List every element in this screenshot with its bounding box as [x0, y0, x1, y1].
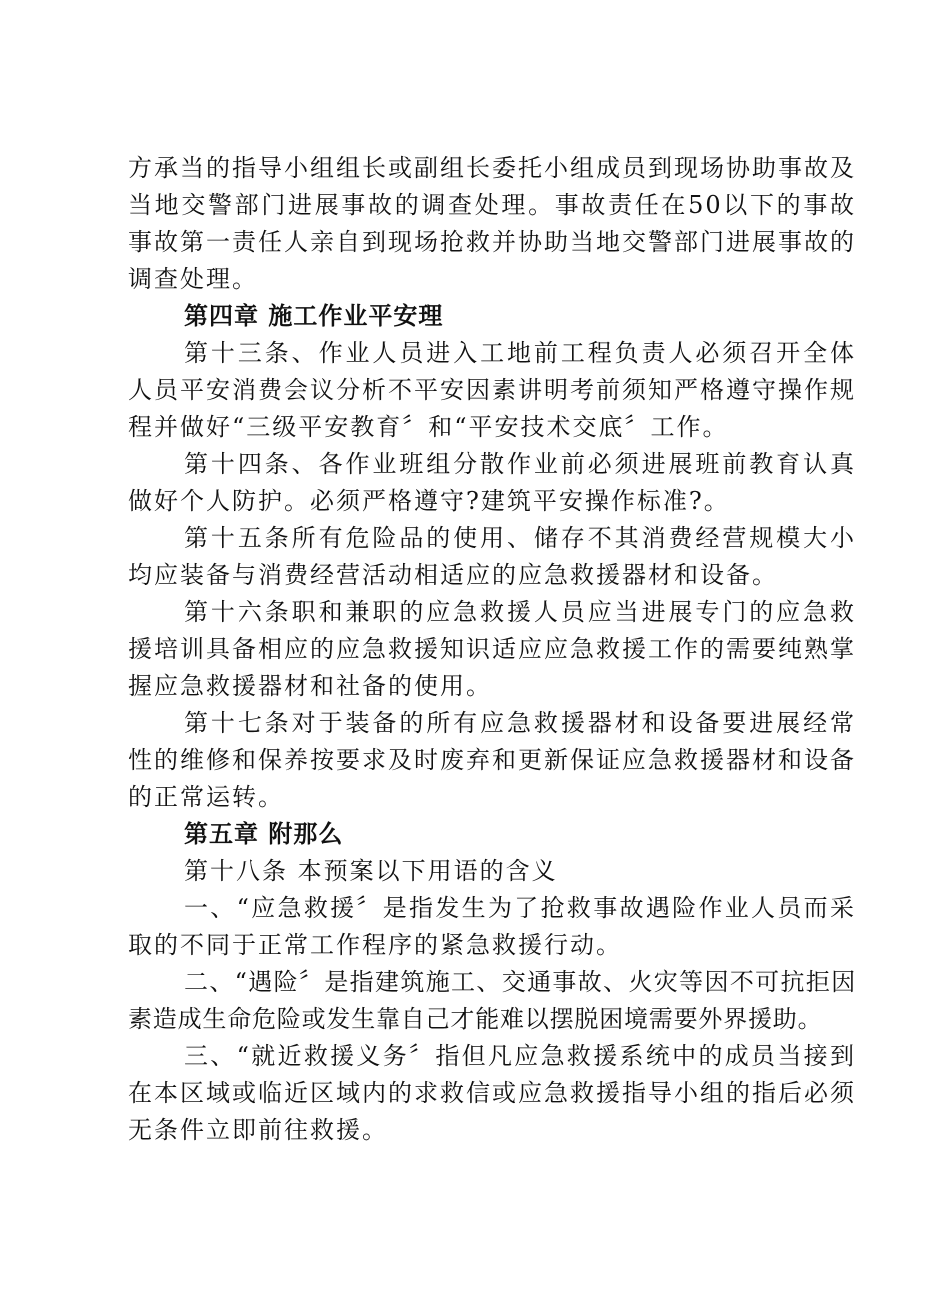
article-16: 第十六条职和兼职的应急救援人员应当进展专门的应急救援培训具备相应的应急救援知识适应应急救援工作的需要纯熟掌握应急救援器材和社备的使用。 [128, 598, 856, 700]
chapter-5-heading: 第五章 附那么 [184, 820, 344, 848]
definition-3: 三、“就近救援义务〞指但凡应急救援系统中的成员当接到在本区域或临近区域内的求救信或应急救援指导小组的指后必须无条件立即前往救援。 [128, 1042, 856, 1144]
article-17: 第十七条对于装备的所有应急救援器材和设备要进展经常性的维修和保养按要求及时废弃和更新保证应急救援器材和设备的正常运转。 [128, 709, 856, 811]
definition-2: 二、“遇险〞是指建筑施工、交通事故、火灾等因不可抗拒因素造成生命危险或发生靠自己才能难以摆脱困境需要外界援助。 [128, 968, 856, 1033]
document-body [128, 150, 856, 1149]
article-14: 第十四条、各作业班组分散作业前必须进展班前教育认真做好个人防护。必须严格遵守?建筑平安操作标准?。 [128, 450, 856, 515]
article-13: 第十三条、作业人员进入工地前工程负责人必须召开全体人员平安消费会议分析不平安因素讲明考前须知严格遵守操作规程并做好“三级平安教育〞和“平安技术交底〞工作。 [128, 339, 856, 441]
article-15: 第十五条所有危险品的使用、储存不其消费经营规模大小均应装备与消费经营活动相适应的应急救援器材和设备。 [128, 524, 856, 589]
continued-paragraph: 方承当的指导小组组长或副组长委托小组成员到现场协助事故及当地交警部门进展事故的调查处理。事故责任在50以下的事故事故第一责任人亲自到现场抢救并协助当地交警部门进展事故的调查处理。 [128, 154, 856, 293]
chapter-4-heading: 第四章 施工作业平安理 [184, 302, 444, 330]
article-18: 第十八条 本预案以下用语的含义 [184, 857, 558, 885]
definition-1: 一、“应急救援〞是指发生为了抢救事故遇险作业人员而采取的不同于正常工作程序的紧急救援行动。 [128, 894, 856, 959]
